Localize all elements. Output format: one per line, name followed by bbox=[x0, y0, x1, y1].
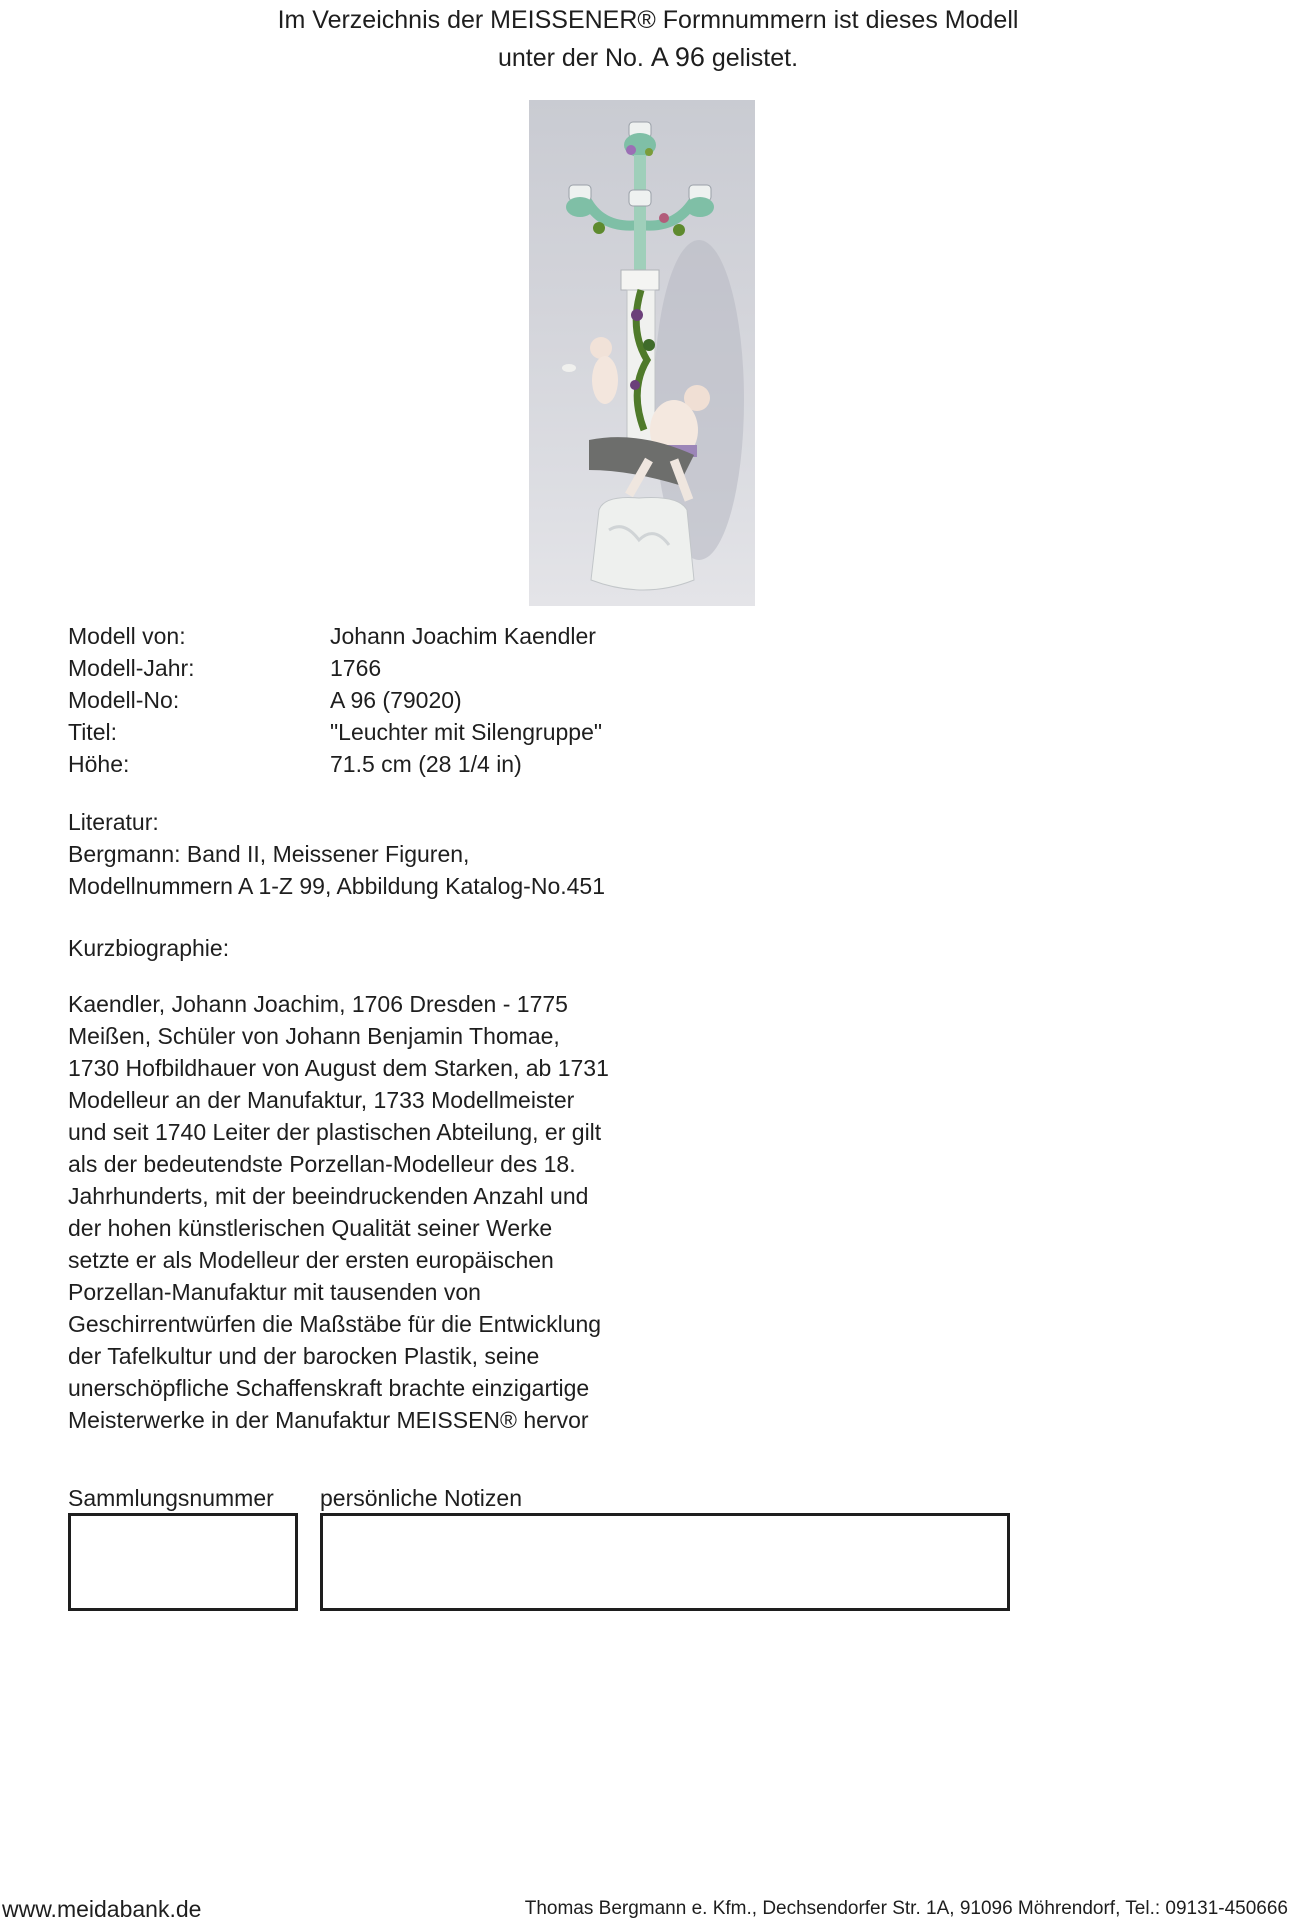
fact-label-title: Titel: bbox=[68, 719, 117, 745]
literature-text bbox=[68, 838, 605, 902]
intro-text bbox=[0, 2, 1296, 77]
biography-line: und seit 1740 Leiter der plastischen Abteilung, er gilt bbox=[68, 1119, 602, 1145]
biography-line: Porzellan-Manufaktur mit tausenden von bbox=[68, 1279, 481, 1305]
biography-line: 1730 Hofbildhauer von August dem Starken, ab 1731 bbox=[68, 1055, 609, 1081]
intro-prefix: unter der No. bbox=[497, 44, 644, 72]
intro-model-number: A 96 bbox=[650, 42, 705, 72]
fact-value-title: "Leuchter mit Silengruppe" bbox=[330, 719, 603, 745]
footer-address: Thomas Bergmann e. Kfm., Dechsendorfer Str. 1A, 91096 Möhrendorf, Tel.: 09131-450666 bbox=[524, 1898, 1288, 1919]
fact-row bbox=[68, 620, 602, 652]
intro-line-2 bbox=[0, 39, 1296, 77]
biography-line: der Tafelkultur und der barocken Plastik, seine bbox=[68, 1343, 540, 1369]
biography-line: als der bedeutendste Porzellan-Modelleur des 18. bbox=[68, 1151, 576, 1177]
biography-text bbox=[68, 988, 628, 1436]
biography-line: Meißen, Schüler von Johann Benjamin Thomae, bbox=[68, 1023, 560, 1049]
fact-row bbox=[68, 748, 602, 780]
fact-value-model-no: A 96 (79020) bbox=[330, 687, 462, 713]
intro-line-1: Im Verzeichnis der MEISSENER® Formnummern ist dieses Modell bbox=[277, 6, 1019, 34]
collection-number-label: Sammlungsnummer bbox=[68, 1485, 274, 1511]
fact-row bbox=[68, 652, 602, 684]
fact-value-height: 71.5 cm (28 1/4 in) bbox=[330, 751, 522, 777]
fact-label-model-no: Modell-No: bbox=[68, 687, 180, 713]
biography-line: Kaendler, Johann Joachim, 1706 Dresden - 1775 bbox=[68, 991, 568, 1017]
biography-line: setzte er als Modelleur der ersten europäischen bbox=[68, 1247, 554, 1273]
personal-notes-label: persönliche Notizen bbox=[320, 1485, 523, 1511]
model-facts bbox=[68, 620, 602, 780]
biography-line: Geschirrentwürfen die Maßstäbe für die Entwicklung bbox=[68, 1311, 602, 1337]
biography-line: unerschöpfliche Schaffenskraft brachte einzigartige bbox=[68, 1375, 590, 1401]
personal-notes-field[interactable] bbox=[320, 1513, 1010, 1611]
biography-line: Meisterwerke in der Manufaktur MEISSEN® hervor bbox=[68, 1407, 589, 1433]
porcelain-candelabra-photo bbox=[529, 100, 755, 606]
collection-number-field[interactable] bbox=[68, 1513, 298, 1611]
fact-value-model-by: Johann Joachim Kaendler bbox=[330, 623, 596, 649]
biography-line: Jahrhunderts, mit der beeindruckenden Anzahl und bbox=[68, 1183, 589, 1209]
intro-suffix: gelistet. bbox=[711, 44, 799, 72]
biography-heading: Kurzbiographie: bbox=[68, 935, 230, 961]
literature-line: Bergmann: Band II, Meissener Figuren, bbox=[68, 841, 470, 867]
fact-row bbox=[68, 684, 602, 716]
fact-label-model-year: Modell-Jahr: bbox=[68, 655, 195, 681]
candelabra-illustration bbox=[529, 100, 755, 606]
biography-line: der hohen künstlerischen Qualität seiner Werke bbox=[68, 1215, 553, 1241]
biography-line: Modelleur an der Manufaktur, 1733 Modellmeister bbox=[68, 1087, 575, 1113]
literature-heading: Literatur: bbox=[68, 809, 159, 835]
literature-line: Modellnummern A 1-Z 99, Abbildung Katalog-No.451 bbox=[68, 873, 605, 899]
fact-row bbox=[68, 716, 602, 748]
fact-label-height: Höhe: bbox=[68, 751, 130, 777]
fact-value-model-year: 1766 bbox=[330, 655, 382, 681]
fact-label-model-by: Modell von: bbox=[68, 623, 186, 649]
footer-website: www.meidabank.de bbox=[2, 1896, 202, 1922]
